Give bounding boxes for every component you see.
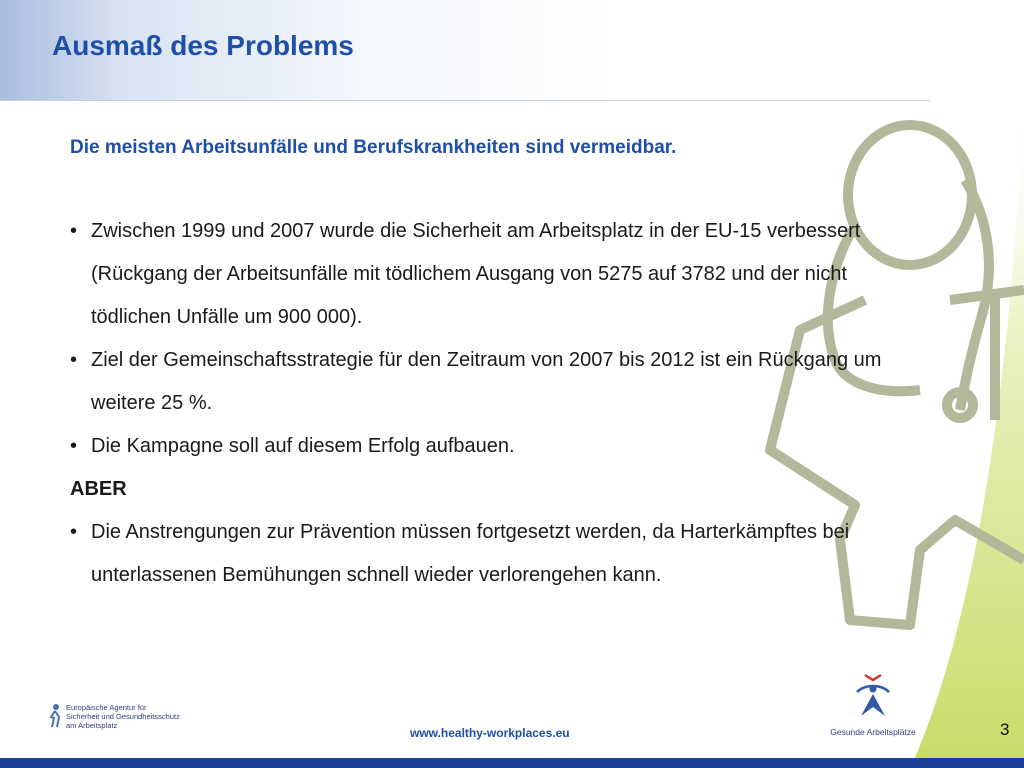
agency-logo [48, 703, 186, 730]
bullet-marker: • [70, 521, 78, 543]
campaign-name: Gesunde Arbeitsplätze [830, 727, 916, 737]
bullet-marker: • [70, 435, 78, 457]
campaign-figure-icon [851, 672, 895, 720]
agency-name-line: Sicherheit und Gesundheitsschutz [66, 712, 180, 721]
aber-heading: ABER [70, 478, 127, 500]
bullet-item [70, 511, 920, 597]
slide-subtitle: Die meisten Arbeitsunfälle und Berufskrankheiten sind vermeidbar. [70, 137, 677, 158]
bullet-text: Die Kampagne soll auf diesem Erfolg aufbauen. [91, 435, 515, 457]
footer-bar [0, 758, 1024, 768]
bullet-text: Die Anstrengungen zur Prävention müssen fortgesetzt werden, da Harterkämpftes bei unterlassenen Bemühungen schnell wieder verlorengehen kann. [91, 521, 850, 586]
bullet-marker: • [70, 349, 78, 371]
slide-body [70, 128, 920, 597]
bullet-text: Zwischen 1999 und 2007 wurde die Sicherheit am Arbeitsplatz in der EU-15 verbessert (Rückgang der Arbeitsunfälle mit tödlichem Ausgang von 5275 auf 3782 und der nicht tödlichen Unfälle um 900 000). [91, 220, 861, 328]
page-number: 3 [1000, 720, 1010, 739]
agency-figure-icon [48, 703, 62, 729]
slide-title: Ausmaß des Problems [52, 30, 354, 61]
campaign-logo [828, 672, 918, 737]
website-link[interactable]: www.healthy-workplaces.eu [410, 726, 570, 740]
bullet-item [70, 210, 920, 339]
agency-name-line: am Arbeitsplatz [66, 721, 118, 730]
bullet-item [70, 339, 920, 425]
header-divider [0, 100, 930, 101]
agency-name-line: Europäische Agentur für [66, 703, 147, 712]
bullet-text: Ziel der Gemeinschaftsstrategie für den Zeitraum von 2007 bis 2012 ist ein Rückgang um weitere 25 %. [91, 349, 882, 414]
bullet-item [70, 425, 920, 468]
bullet-marker: • [70, 220, 78, 242]
